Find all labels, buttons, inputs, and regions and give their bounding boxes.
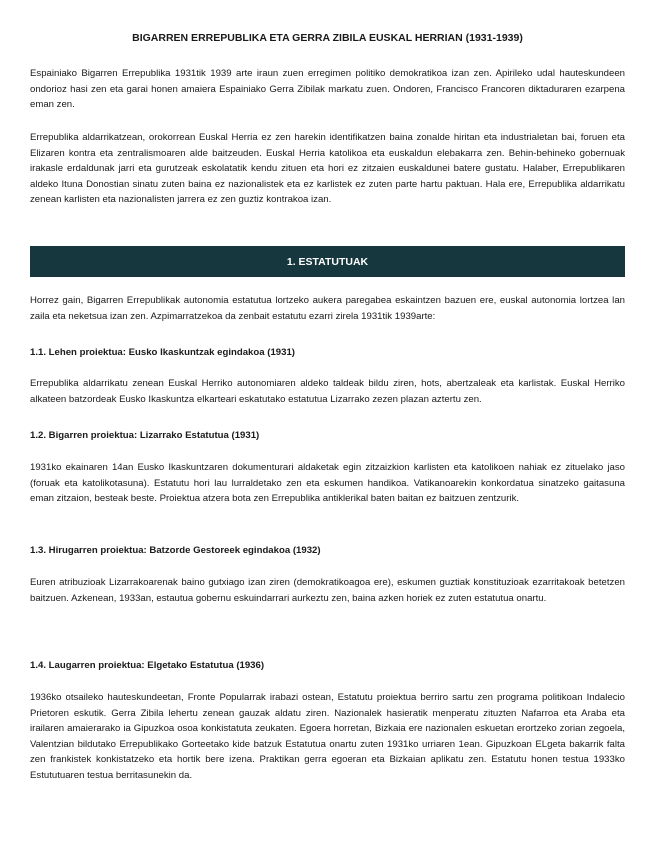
subsection-heading-1: 1.1. Lehen proiektua: Eusko Ikaskuntzak egindakoa (1931): [30, 347, 295, 358]
section-intro: Horrez gain, Bigarren Errepublikak autonomia estatutua lortzeko aukera paregabea eskaintzen bazuen ere, euskal autonomia lortzea lan zaila eta neketsua izan zen. Azpimarratzekoa da zenbait estatutu ezarri zirela 1931tik 1939arte:: [30, 295, 625, 322]
section-banner: [30, 246, 625, 277]
document-title: BIGARREN ERREPUBLIKA ETA GERRA ZIBILA EUSKAL HERRIAN (1931-1939): [132, 32, 523, 44]
subsection-text-2: 1931ko ekainaren 14an Eusko Ikaskuntzaren dokumenturari aldaketak egin zitzaizkion karlisten eta katolikoen nahiak ez zituelako jaso (foruak eta katolikotasuna). Estatutu hori lau lurraldetako zen eta eskumen handikoa. Vatikanoarekin konkordatua sinatzeko gaitasuna eman zitzaion, besteak beste. Proiektua atzera bota zen Errepublika antiklerikal baten baitan ez baitzuen zentzurik.: [30, 462, 625, 504]
intro-paragraph-2: Errepublika aldarrikatzean, orokorrean Euskal Herria ez zen harekin identifikatzen baina zonalde hiritan eta industrialetan bai, foruen eta Elizaren kontra eta zentralismoaren alde baitzeuden. Euskal Herria katolikoa eta euskaldun elebakarra zen. Behin-behineko gobernuak irakasle erdaldunak jarri eta gurutzeak eskolatatik kendu zituen eta hori ez zitzaien euskaldunei batere gustatu. Halaber, Errepublikaren aldeko Ituna Donostian sinatu zuten baina ez nazionalistek eta ez karlistek ez zuten parte hartu paktuan. Hala ere, Errepublika aldarrikatu zenean karlisten eta nazionalisten jarrera ez zen guztiz kontrakoa izan.: [30, 132, 625, 205]
subsection-text-1: Errepublika aldarrikatu zenean Euskal Herriko autonomiaren aldeko taldeak bildu ziren, hots, abertzaleak eta karlistak. Euskal Herriko alkateen batzordeak Eusko Ikaskuntza elkarteari eskatutako estatutua Lizarrako zezen plazan aztertu zen.: [30, 378, 625, 405]
intro-paragraph-1: Espainiako Bigarren Errepublika 1931tik 1939 arte iraun zuen erregimen politiko demokratikoa izan zen. Apirileko udal hauteskundeen ondorioz hasi zen eta garai honen amaiera Espainiako Gerra Zibilak markatu zuen. Ondoren, Francisco Francoren diktaduraren ezarpena eman zen.: [30, 68, 625, 110]
section-heading: 1. ESTATUTUAK: [286, 255, 369, 268]
subsection-text-4: 1936ko otsaileko hauteskundeetan, Fronte Popularrak irabazi ostean, Estatutu proiektua berriro sartu zen programa politikoan Indalecio Prietoren eskutik. Gerra Zibila lehertu zenean gauzak aldatu ziren. Nazionalek hasieratik menperatu zituzten Nafarroa eta Araba eta irailaren amaierarako ia Gipuzkoa osoa konkistatuta zeukaten. Egoera horretan, Bizkaia ere nazionalen eskuetan erortzeko zorian zegoela, Valentzian bildutako Errepublikako Gorteetako kide batzuk Estatutua onartu zuten 1931ko urriaren 1ean. Gipuzkoan ELgeta bakarrik falta zen frankistek konkistatzeko eta hortik bere izena. Praktikan gerra egoeran eta Bizkaian aplikatu zen. Estatutu honen testua 1933ko Estututuaren testua berritasunekin da.: [30, 692, 625, 781]
subsection-heading-4: 1.4. Laugarren proiektua: Elgetako Estatutua (1936): [30, 660, 265, 671]
subsection-heading-3: 1.3. Hirugarren proiektua: Batzorde Gestoreek egindakoa (1932): [30, 545, 321, 556]
subsection-text-3: Euren atribuzioak Lizarrakoarenak baino gutxiago izan ziren (demokratikoagoa ere), eskumen guztiak konstituzioak ezarritakoak betetzen baitzuen. Azkenean, 1933an, estautua gobernu eskuindarrari aurkeztu zen, baina azken horiek ez zuten estatutua onartu.: [30, 577, 625, 604]
subsection-heading-2: 1.2. Bigarren proiektua: Lizarrako Estatutua (1931): [30, 430, 260, 441]
